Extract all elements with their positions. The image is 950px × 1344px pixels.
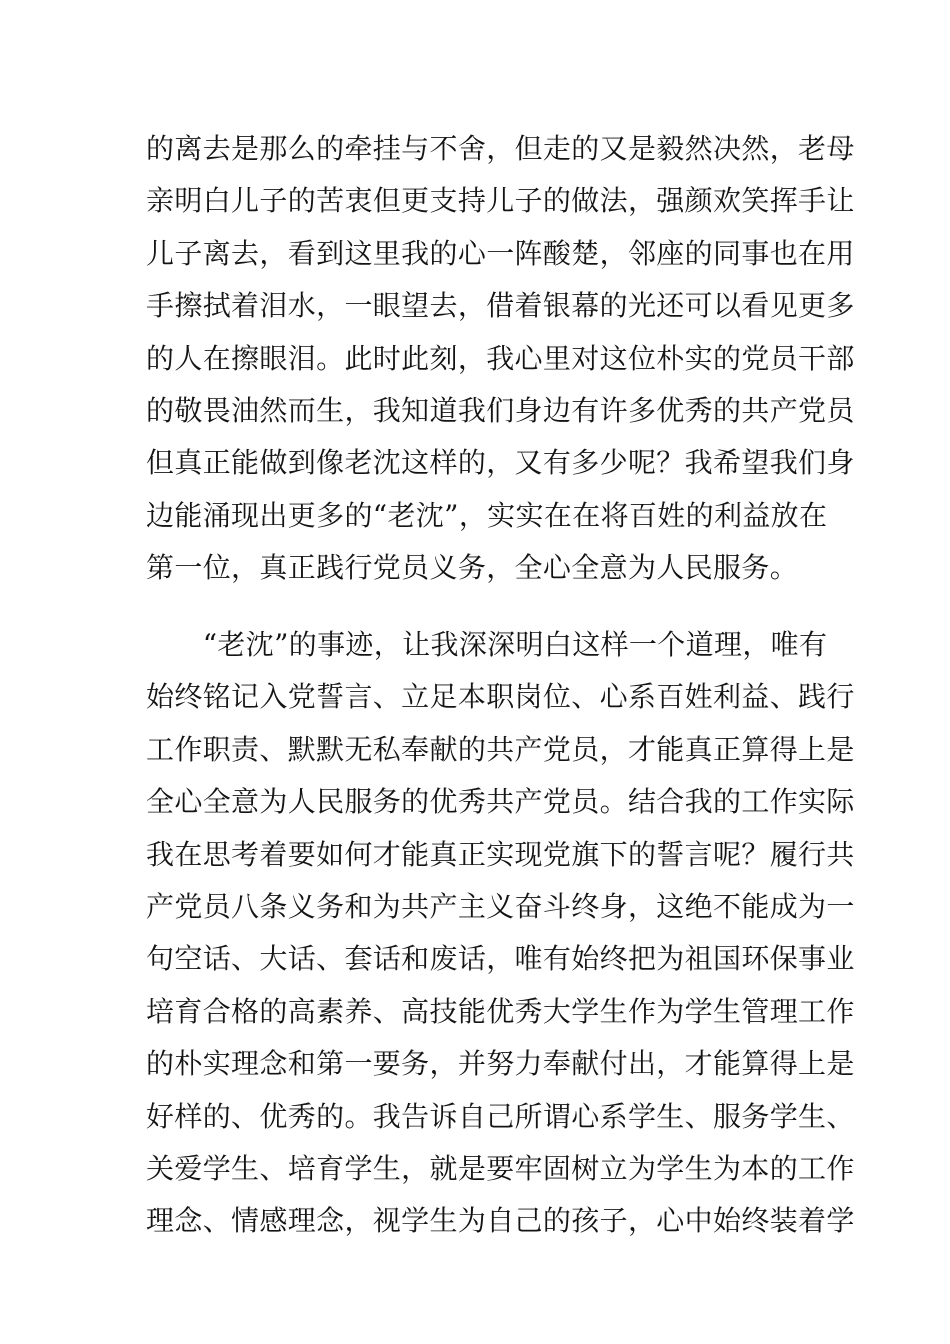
text-line: 产党员八条义务和为共产主义奋斗终身，这绝不能成为一: [146, 889, 855, 923]
text-line: 第一位，真正践行党员义务，全心全意为人民服务。: [146, 551, 799, 585]
text-line: 儿子离去，看到这里我的心一阵酸楚，邻座的同事也在用: [146, 236, 855, 270]
text-line: 边能涌现出更多的“老沈”，实实在在将百姓的利益放在: [146, 498, 828, 532]
text-line: 理念、情感理念，视学生为自己的孩子，心中始终装着学: [146, 1204, 855, 1238]
text-line: 的敬畏油然而生，我知道我们身边有许多优秀的共产党员: [146, 393, 855, 427]
paragraph-1: [146, 123, 855, 595]
text-line: 手擦拭着泪水，一眼望去，借着银幕的光还可以看见更多: [146, 289, 855, 323]
text-line: 关爱学生、培育学生，就是要牢固树立为学生为本的工作: [146, 1151, 855, 1185]
text-line: 的人在擦眼泪。此时此刻，我心里对这位朴实的党员干部: [146, 341, 855, 375]
text-line: 全心全意为人民服务的优秀共产党员。结合我的工作实际: [146, 785, 855, 819]
text-line: 亲明白儿子的苦衷但更支持儿子的做法，强颜欢笑挥手让: [146, 184, 855, 218]
text-line: 句空话、大话、套话和废话，唯有始终把为祖国环保事业: [146, 942, 855, 976]
text-line: 始终铭记入党誓言、立足本职岗位、心系百姓利益、践行: [146, 680, 855, 714]
text-line: 但真正能做到像老沈这样的，又有多少呢？我希望我们身: [146, 446, 855, 480]
text-line: 的朴实理念和第一要务，并努力奉献付出，才能算得上是: [146, 1047, 855, 1081]
text-line: 我在思考着要如何才能真正实现党旗下的誓言呢？履行共: [146, 837, 855, 871]
text-line: 培育合格的高素养、高技能优秀大学生作为学生管理工作: [146, 994, 855, 1028]
text-line: 工作职责、默默无私奉献的共产党员，才能真正算得上是: [146, 732, 855, 766]
text-line: “老沈”的事迹，让我深深明白这样一个道理，唯有: [146, 628, 828, 661]
text-line: 的离去是那么的牵挂与不舍，但走的又是毅然决然，老母: [146, 132, 855, 165]
paragraph-2: [146, 619, 855, 1248]
text-line: 好样的、优秀的。我告诉自己所谓心系学生、服务学生、: [146, 1099, 855, 1133]
